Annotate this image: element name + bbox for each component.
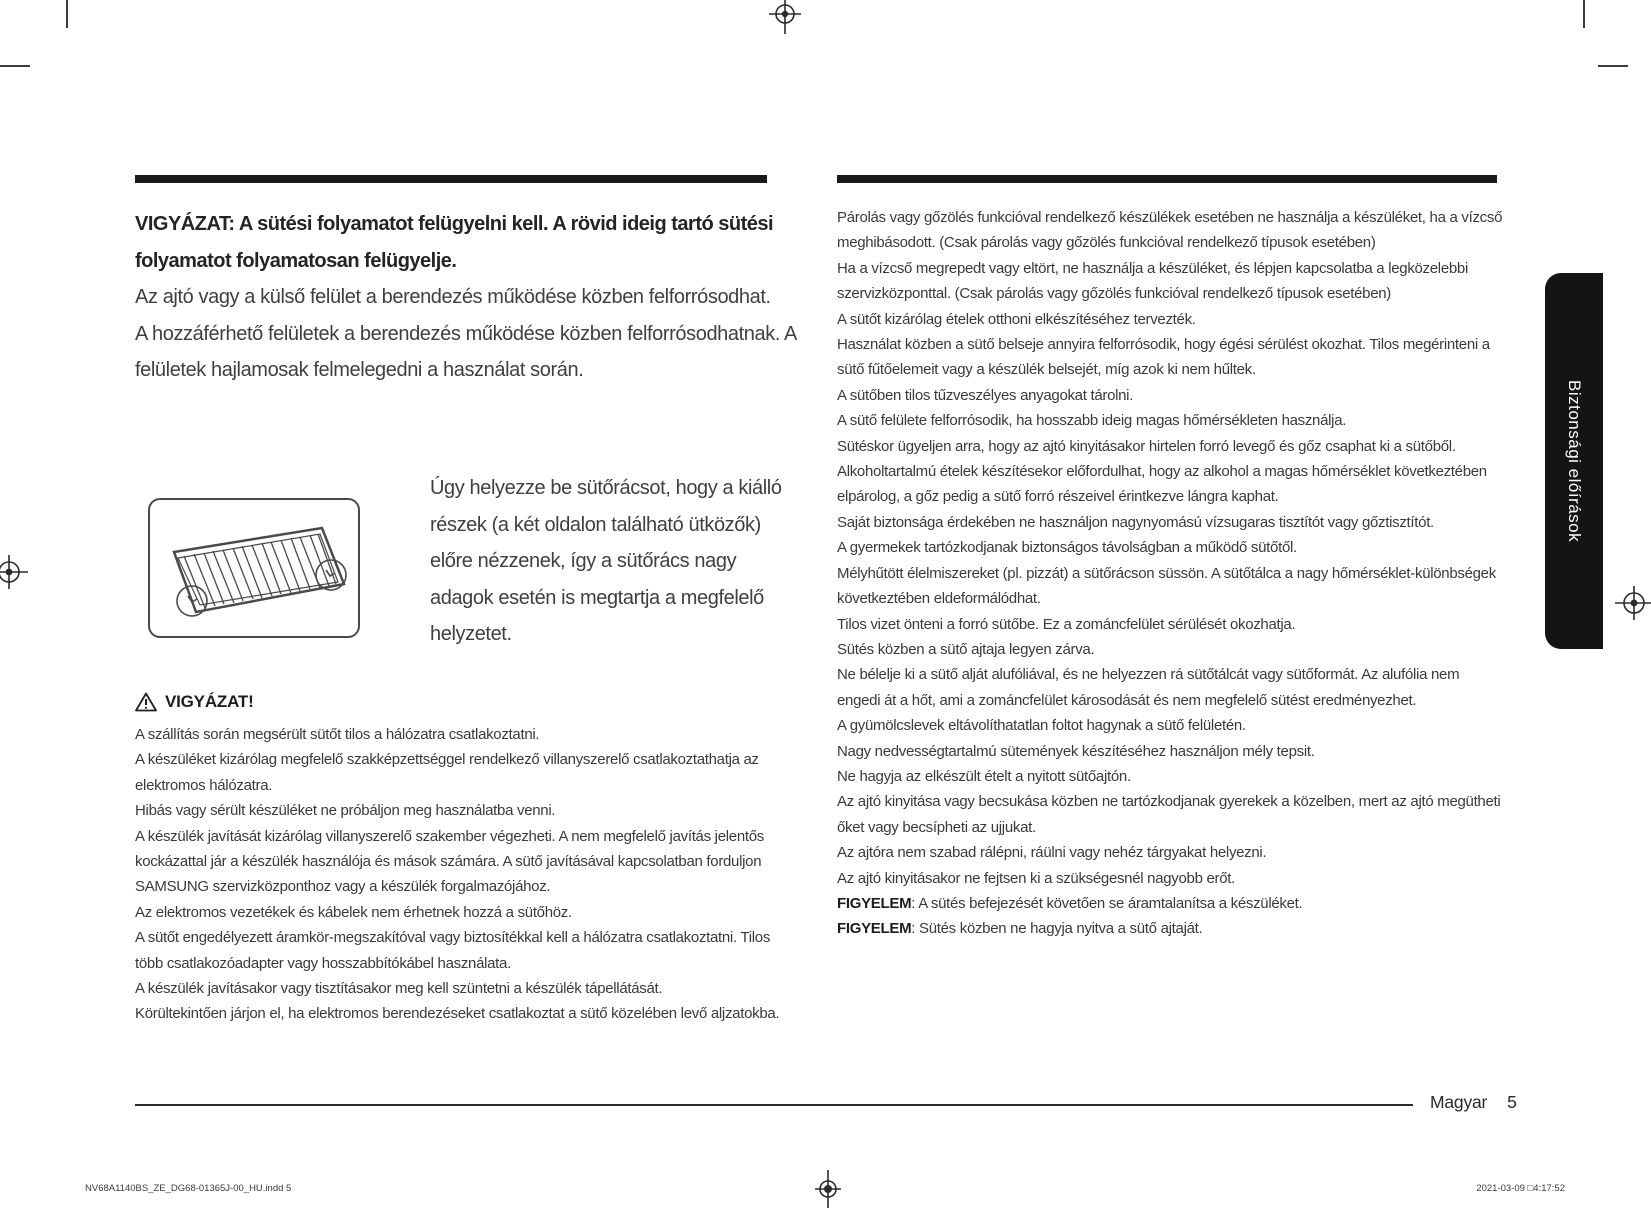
slug-filename: NV68A1140BS_ZE_DG68-01365J-00_HU.indd 5 [85, 1183, 292, 1194]
oven-rack-illustration [150, 500, 358, 636]
safety-paragraph: Körültekintően járjon el, ha elektromos berendezéseket csatlakoztat a sütő közelében levő aljzatokba. [135, 1005, 780, 1023]
oven-rack-figure [148, 498, 360, 638]
attention-notice: FIGYELEM: A sütés befejezését követően se áramtalanítsa a készüléket. [837, 894, 1303, 912]
safety-paragraph: Saját biztonsága érdekében ne használjon nagynyomású vízsugaras tisztítót vagy gőztisztítót. [837, 513, 1434, 531]
safety-paragraph: Sütés közben a sütő ajtaja legyen zárva. [837, 640, 1095, 658]
safety-paragraph: Az ajtó kinyitása vagy becsukása közben ne tartózkodjanak gyerekek a közelben, mert az ajtó megütheti őket vagy becsípheti az ujjukat. [837, 793, 1501, 836]
figure-caption: Úgy helyezze be sütőrácsot, hogy a kiálló részek (a két oldalon található ütközők) előre nézzenek, így a sütőrács nagy adagok esetén is megtartja a megfelelő helyzetet. [430, 477, 782, 645]
safety-paragraph: A szállítás során megsérült sütőt tilos a hálózatra csatlakoztatni. [135, 726, 540, 743]
safety-paragraph: Tilos vizet önteni a forró sütőbe. Ez a zománcfelület sérülését okozhatja. [837, 615, 1296, 633]
safety-paragraph: Ne hagyja az elkészült ételt a nyitott sütőajtón. [837, 767, 1131, 785]
safety-paragraph: A készülék javításakor vagy tisztításakor meg kell szüntetni a készülék tápellátását. [135, 980, 663, 998]
safety-paragraph: A sütőt engedélyezett áramkör-megszakítóval vagy biztosítékkal kell a hálózatra csatlakoztatni. Tilos több csatlakozóadapter vagy hosszabbítókábel használata. [135, 929, 771, 972]
safety-paragraph: Hibás vagy sérült készüléket ne próbáljon meg használatba venni. [135, 802, 556, 820]
safety-paragraph: Az ajtóra nem szabad rálépni, ráülni vagy nehéz tárgyakat helyezni. [837, 844, 1267, 862]
chapter-tab-safety [1545, 273, 1603, 649]
safety-paragraph: Párolás vagy gőzölés funkcióval rendelkező készülékek esetében ne használja a készüléket, ha a vízcső meghibásodott. (Csak párolás vagy gőzölés funkcióval rendelkező típusok esetében) [837, 209, 1503, 252]
attention-label: FIGYELEM [837, 894, 912, 912]
safety-paragraph: Ha a vízcső megrepedt vagy eltört, ne használja a készüléket, és lépjen kapcsolatba a legközelebbi szervizközponttal. (Csak párolás vagy gőzölés funkcióval rendelkező típusok esetében) [837, 259, 1468, 303]
safety-paragraph: A sütőben tilos tűzveszélyes anyagokat tárolni. [837, 386, 1134, 404]
left-column-rule-bar [135, 175, 767, 183]
safety-paragraph: Sütéskor ügyeljen arra, hogy az ajtó kinyitásakor hirtelen forró levegő és gőz csaphat ki a sütőből. [837, 437, 1456, 455]
crop-mark-top-left-horizontal [0, 65, 30, 67]
warning-heading-row [135, 692, 801, 712]
right-column [837, 205, 1503, 942]
warning-section [135, 692, 801, 1027]
safety-paragraph: A készüléket kizárólag megfelelő szakképzettséggel rendelkező villanyszerelő csatlakoztathatja az elektromos hálózatra. [135, 751, 759, 794]
slug-timestamp: 2021-03-09 □4:17:52 [1476, 1183, 1565, 1194]
safety-paragraph: Mélyhűtött élelmiszereket (pl. pizzát) a sütőrácson süssön. A sütőtálca a nagy hőmérséklet-különbségek következtében eldeformálódhat. [837, 564, 1496, 608]
warning-heading: VIGYÁZAT! [165, 692, 254, 711]
left-column-intro [135, 206, 797, 389]
intro-paragraph: A hozzáférhető felületek a berendezés működése közben felforrósodhatnak. A felületek hajlamosak felmelegedni a használat során. [135, 322, 796, 381]
safety-paragraph: A gyermekek tartózkodjanak biztonságos távolságban a működő sütőtől. [837, 539, 1297, 557]
registration-mark-left-icon [0, 553, 28, 591]
safety-paragraph: A készülék javítását kizárólag villanyszerelő szakember végezheti. A nem megfelelő javítás jelentős kockázattal jár a készülék használója és mások számára. A sütő javításával kapcsolatban forduljon SAMSUNG szervizközponthoz vagy a készülék forgalmazójához. [135, 827, 764, 896]
safety-paragraph: Használat közben a sütő belseje annyira felforrósodik, hogy égési sérülést okozhat. Tilos megérinteni a sütő fűtőelemeit vagy a készülék belsejét, míg azok ki nem hűltek. [837, 336, 1490, 379]
crop-mark-top-right-horizontal [1598, 65, 1628, 67]
safety-paragraph: A gyümölcslevek eltávolíthatatlan foltot hagynak a sütő felületén. [837, 717, 1246, 735]
attention-label: FIGYELEM [837, 920, 912, 938]
safety-paragraph: A sütőt kizárólag ételek otthoni elkészítéséhez tervezték. [837, 310, 1196, 328]
warning-triangle-icon [135, 692, 157, 712]
attention-notice: FIGYELEM: Sütés közben ne hagyja nyitva a sütő ajtaját. [837, 920, 1203, 938]
right-column-rule-bar [837, 175, 1497, 183]
registration-mark-top-icon [767, 0, 803, 34]
safety-paragraph: Ne bélelje ki a sütő alját alufóliával, és ne helyezzen rá sütőtálcát vagy sütőformát. Az alufólia nem engedi át a hőt, ami a zománcfelület károsodását és nem megfelelő sütést eredményezhet. [837, 666, 1460, 709]
caution-heading: VIGYÁZAT: A sütési folyamatot felügyelni kell. A rövid ideig tartó sütési folyamatot folyamatosan felügyelje. [135, 213, 774, 272]
footer-rule [135, 1104, 1413, 1106]
safety-paragraph: Nagy nedvességtartalmú sütemények készítéséhez használjon mély tepsit. [837, 742, 1315, 760]
intro-paragraph: Az ajtó vagy a külső felület a berendezés működése közben felforrósodhat. [135, 286, 771, 308]
registration-mark-right-icon [1615, 584, 1651, 622]
crop-mark-top-left-vertical [66, 0, 68, 28]
safety-paragraph: A sütő felülete felforrósodik, ha hosszabb ideig magas hőmérsékleten használja. [837, 412, 1347, 430]
safety-paragraph: Az elektromos vezetékek és kábelek nem érhetnek hozzá a sütőhöz. [135, 903, 572, 921]
chapter-tab-label: Biztonsági előírások [1565, 379, 1584, 543]
crop-mark-top-right-vertical [1583, 0, 1585, 28]
safety-paragraph: Az ajtó kinyitásakor ne fejtsen ki a szükségesnél nagyobb erőt. [837, 869, 1236, 887]
footer [1430, 1092, 1517, 1113]
footer-page-number: 5 [1507, 1092, 1517, 1112]
footer-language: Magyar [1430, 1092, 1488, 1112]
safety-paragraph: Alkoholtartalmú ételek készítésekor előfordulhat, hogy az alkohol a magas hőmérséklet következtében elpárolog, a gőz pedig a sütő forró részeivel érintkezve lángra kaphat. [837, 463, 1487, 506]
registration-mark-bottom-icon [812, 1170, 844, 1208]
